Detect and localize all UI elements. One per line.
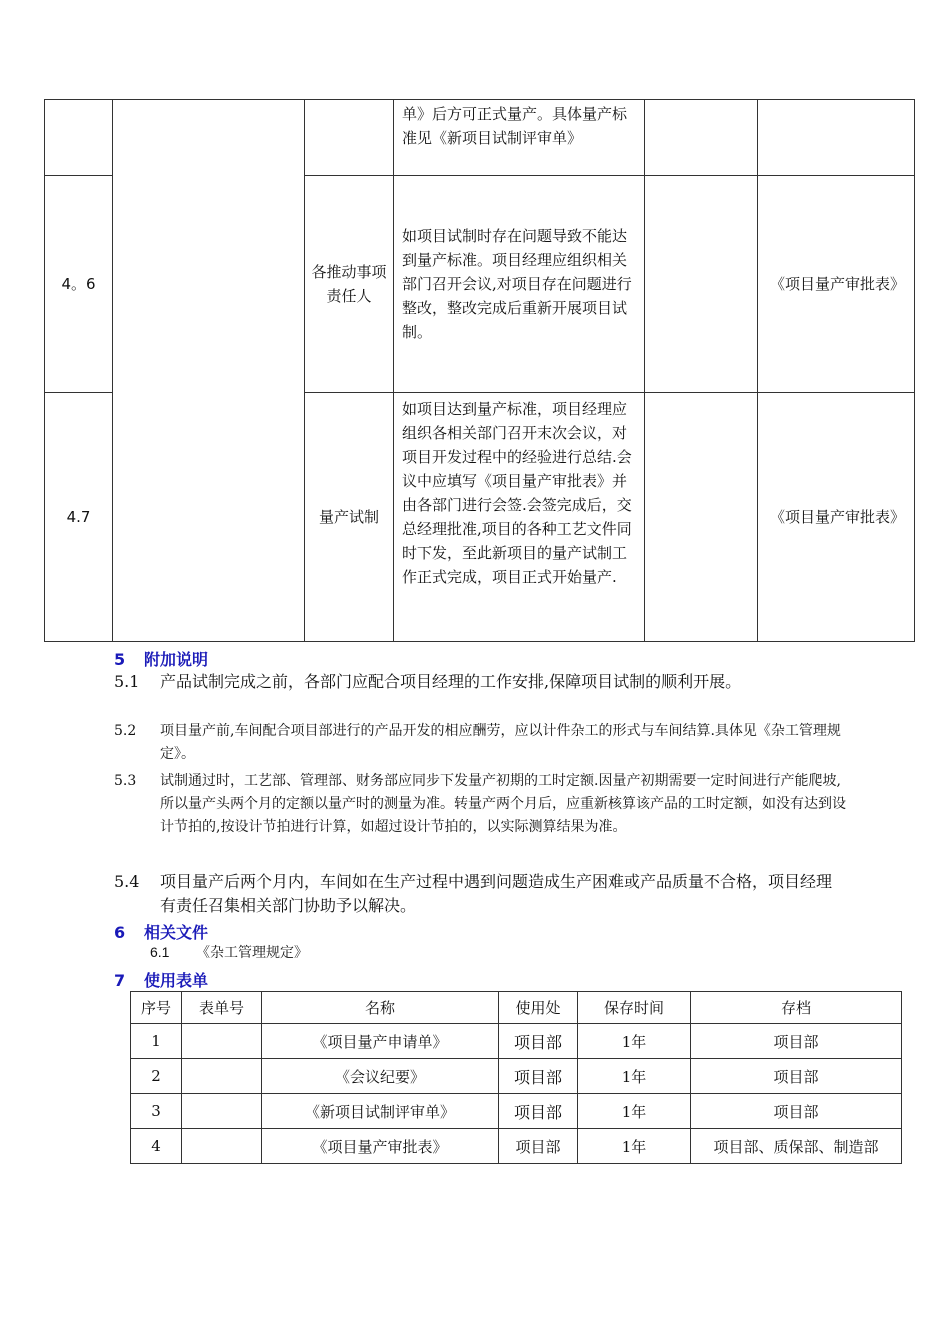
cell-archive: 项目部 [691,1059,902,1094]
cell-retention: 1年 [578,1129,691,1164]
step-description: 如项目试制时存在问题导致不能达到量产标准。项目经理应组织相关部门召开会议,对项目存在问题进行整改，整改完成后重新开展项目试制。 [394,176,645,393]
record-form: 《项目量产审批表》 [758,393,915,642]
table-row [131,1059,902,1094]
step-description: 如项目达到量产标准，项目经理应组织各相关部门召开末次会议，对项目开发过程中的经验进行总结.会议中应填写《项目量产审批表》并由各部门进行会签.会签完成后，交总经理批准,项目的各种工艺文件同时下发，至此新项目的量产试制工作正式完成，项目正式开始量产. [394,393,645,642]
table-row [131,1094,902,1129]
empty-cell [645,100,758,176]
stage-cell-merged [113,100,305,642]
cell-form-no [182,1094,262,1129]
cell-used-by: 项目部 [499,1094,578,1129]
cell-seq: 3 [131,1094,182,1129]
procedure-table [44,99,915,642]
note-5-4: 5.4 项目量产后两个月内，车间如在生产过程中遇到问题造成生产困难或产品质量不合格，项目经理有责任召集相关部门协助予以解决。 [114,872,833,915]
col-header-seq: 序号 [131,992,182,1024]
cell-archive: 项目部 [691,1024,902,1059]
cell-name: 《项目量产申请单》 [262,1024,499,1059]
cell-retention: 1年 [578,1059,691,1094]
cell-archive: 项目部、质保部、制造部 [691,1129,902,1164]
note-5-3: 5.3 试制通过时，工艺部、管理部、财务部应同步下发量产初期的工时定额.因量产初期需要一定时间进行产能爬坡,所以量产头两个月的定额以量产时的测量为准。转量产两个月后，应重新核算该产品的工时定额，如没有达到设计节拍的,按设计节拍进行计算，如超过设计节拍的，以实际测算结果为准。 [114,773,846,835]
table-row [45,100,915,176]
empty-cell [645,393,758,642]
cell-seq: 2 [131,1059,182,1094]
related-document: 6.1 《杂工管理规定》 [150,944,308,961]
cell-archive: 项目部 [691,1094,902,1129]
section-5-heading: 5 附加说明 [114,650,209,669]
forms-table [130,991,902,1164]
col-header-form-no: 表单号 [182,992,262,1024]
empty-cell [645,176,758,393]
record-form [758,100,915,176]
cell-used-by: 项目部 [499,1129,578,1164]
note-5-1: 5.1 产品试制完成之前，各部门应配合项目经理的工作安排,保障项目试制的顺利开展。 [114,672,742,691]
step-number: 4。6 [45,176,113,393]
responsible-party: 各推动事项责任人 [305,176,394,393]
record-form: 《项目量产审批表》 [758,176,915,393]
cell-retention: 1年 [578,1024,691,1059]
section-7-heading: 7 使用表单 [114,971,209,990]
cell-seq: 1 [131,1024,182,1059]
step-number: 4.7 [45,393,113,642]
cell-seq: 4 [131,1129,182,1164]
cell-form-no [182,1059,262,1094]
cell-name: 《项目量产审批表》 [262,1129,499,1164]
cell-name: 《会议纪要》 [262,1059,499,1094]
cell-form-no [182,1129,262,1164]
col-header-used-by: 使用处 [499,992,578,1024]
step-description: 单》后方可正式量产。具体量产标准见《新项目试制评审单》 [394,100,645,176]
col-header-retention: 保存时间 [578,992,691,1024]
col-header-name: 名称 [262,992,499,1024]
responsible-party: 量产试制 [305,393,394,642]
cell-name: 《新项目试制评审单》 [262,1094,499,1129]
responsible-cell [305,100,394,176]
step-number [45,100,113,176]
cell-form-no [182,1024,262,1059]
note-5-2: 5.2 项目量产前,车间配合项目部进行的产品开发的相应酬劳，应以计件杂工的形式与车间结算.具体见《杂工管理规定》。 [114,723,841,762]
col-header-archive: 存档 [691,992,902,1024]
cell-retention: 1年 [578,1094,691,1129]
cell-used-by: 项目部 [499,1024,578,1059]
section-6-heading: 6 相关文件 [114,923,209,942]
table-header-row [131,992,902,1024]
table-row [131,1024,902,1059]
table-row [131,1129,902,1164]
cell-used-by: 项目部 [499,1059,578,1094]
